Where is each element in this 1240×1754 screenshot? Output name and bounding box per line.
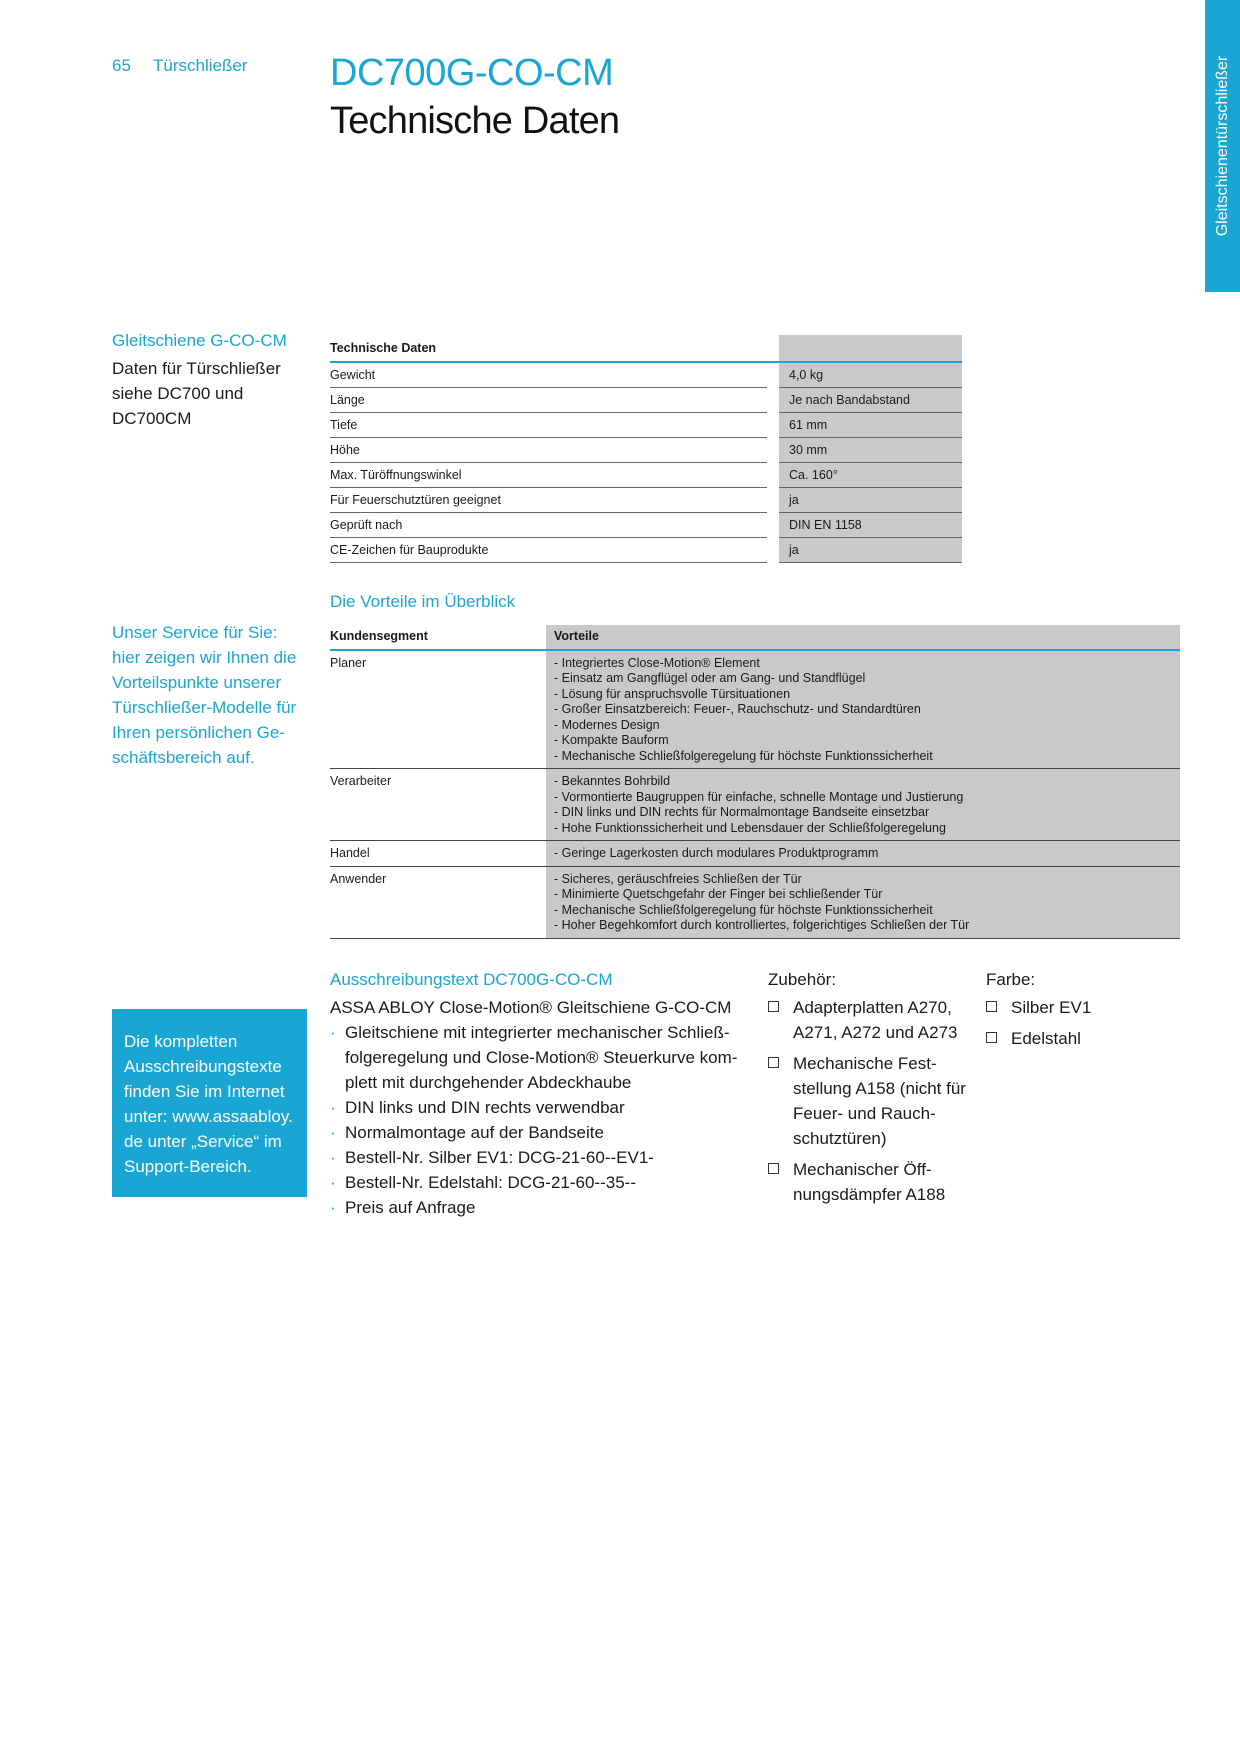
row-value: ja bbox=[779, 538, 962, 563]
col-advantages: Vorteile bbox=[546, 625, 1180, 650]
advantage-point: - Einsatz am Gangflügel oder am Gang- und Standflügel bbox=[554, 671, 866, 685]
advantage-point: - DIN links und DIN rechts für Normalmontage Bandseite einsetzbar bbox=[554, 805, 930, 819]
tech-table-header bbox=[330, 335, 962, 362]
advantage-point: - Kompakte Bauform bbox=[554, 733, 669, 747]
bullet-icon: · bbox=[330, 1148, 336, 1167]
row-value: 61 mm bbox=[779, 413, 962, 438]
table-row bbox=[330, 650, 1180, 769]
rail-text: Daten für Türschließer siehe DC700 und DC700CM bbox=[112, 359, 281, 428]
row-value: ja bbox=[779, 488, 962, 513]
rail-heading: Gleitschiene G-CO-CM bbox=[112, 331, 287, 350]
advantage-point: - Sicheres, geräuschfreies Schließen der Tür bbox=[554, 871, 802, 886]
bullet-icon: · bbox=[330, 1173, 336, 1192]
accessory-option[interactable] bbox=[768, 995, 968, 1045]
advantage-point: - Mechanische Schließfolgeregelung für höchste Funktionssicherheit bbox=[554, 902, 933, 917]
tender-text-list bbox=[330, 1020, 750, 1220]
advantage-points bbox=[546, 866, 1180, 938]
table-row bbox=[330, 438, 962, 463]
row-label: Geprüft nach bbox=[330, 513, 767, 538]
tech-table bbox=[330, 335, 962, 563]
segment-label: Handel bbox=[330, 841, 546, 867]
row-label: Tiefe bbox=[330, 413, 767, 438]
advantage-point: - Integriertes Close-Motion® Element bbox=[554, 655, 760, 670]
list-item-text: Bestell-Nr. Silber EV1: DCG-21-60--EV1- bbox=[345, 1148, 654, 1167]
advantage-points bbox=[546, 841, 1180, 867]
advantage-point: - Modernes Design bbox=[554, 717, 660, 732]
accessory-label: Adapterplatten A270, A271, A272 und A273 bbox=[793, 998, 958, 1042]
table-row bbox=[330, 362, 962, 388]
advantage-point: - Lösung für anspruchsvolle Türsituationen bbox=[554, 686, 791, 701]
row-value: 4,0 kg bbox=[779, 362, 962, 388]
tech-table-header-value bbox=[779, 335, 962, 362]
list-item-text: DIN links und DIN rechts verwendbar bbox=[345, 1098, 625, 1117]
list-item bbox=[330, 1120, 750, 1145]
advantage-point: - Bekanntes Bohrbild bbox=[554, 774, 671, 788]
table-row bbox=[330, 866, 1180, 938]
row-value: Je nach Bandabstand bbox=[779, 388, 962, 413]
list-item-text: Gleitschiene mit integrierter mechanischer Schließ-folgeregelung und Close-Motion® Steuerkurve kom-plett mit durchgehender Abdeckhaube bbox=[345, 1023, 738, 1092]
bullet-icon: · bbox=[330, 1123, 336, 1142]
segment-label: Planer bbox=[330, 650, 546, 769]
color-option[interactable] bbox=[986, 995, 1166, 1020]
col-segment: Kundensegment bbox=[330, 625, 546, 650]
advantages-table-header bbox=[330, 625, 1180, 650]
checkbox-icon[interactable] bbox=[986, 1032, 997, 1043]
page-title: Technische Daten bbox=[330, 100, 620, 142]
color-label: Edelstahl bbox=[1011, 1029, 1081, 1048]
tender-text-heading: Ausschreibungstext DC700G-CO-CM bbox=[330, 970, 613, 989]
info-box: Die kompletten Ausschreibungstexte finden Sie im Internet unter: www.assaabloy. de unter „Service“ im Support-Bereich. bbox=[112, 1009, 307, 1197]
service-text: Unser Service für Sie: hier zeigen wir Ihnen die Vorteilspunkte unserer Türschließer-Modelle für Ihren persönlichen Ge-schäftsbereich auf. bbox=[112, 623, 297, 767]
advantages-heading: Die Vorteile im Überblick bbox=[330, 592, 516, 611]
row-label: CE-Zeichen für Bauprodukte bbox=[330, 538, 767, 563]
bullet-icon: · bbox=[330, 1023, 336, 1042]
row-label: Für Feuerschutztüren geeignet bbox=[330, 488, 767, 513]
bullet-icon: · bbox=[330, 1098, 336, 1117]
advantage-points bbox=[546, 769, 1180, 841]
row-value: DIN EN 1158 bbox=[779, 513, 962, 538]
advantage-point: - Minimierte Quetschgefahr der Finger bei schließender Tür bbox=[554, 887, 883, 901]
list-item bbox=[330, 1170, 750, 1195]
list-item bbox=[330, 1095, 750, 1120]
row-value: Ca. 160° bbox=[779, 463, 962, 488]
color-heading: Farbe: bbox=[986, 970, 1036, 989]
advantage-point: - Hoher Begehkomfort durch kontrolliertes, folgerichtiges Schließen der Tür bbox=[554, 918, 970, 932]
tech-table-header-label: Technische Daten bbox=[330, 335, 767, 362]
row-value: 30 mm bbox=[779, 438, 962, 463]
accessory-option[interactable] bbox=[768, 1157, 968, 1207]
row-label: Länge bbox=[330, 388, 767, 413]
side-tab-label: Gleitschienentürschließer bbox=[1213, 55, 1231, 237]
table-row bbox=[330, 488, 962, 513]
accessory-label: Mechanischer Öff-nungsdämpfer A188 bbox=[793, 1160, 946, 1204]
list-item bbox=[330, 1020, 750, 1095]
advantage-points bbox=[546, 650, 1180, 769]
advantage-point: - Hohe Funktionssicherheit und Lebensdauer der Schließfolgeregelung bbox=[554, 820, 946, 835]
table-row bbox=[330, 388, 962, 413]
table-row bbox=[330, 538, 962, 563]
segment-label: Anwender bbox=[330, 866, 546, 938]
checkbox-icon[interactable] bbox=[986, 1001, 997, 1012]
list-item bbox=[330, 1195, 750, 1220]
accessory-label: Mechanische Fest-stellung A158 (nicht für Feuer- und Rauch-schutztüren) bbox=[793, 1054, 966, 1148]
color-list bbox=[986, 995, 1166, 1057]
row-label: Gewicht bbox=[330, 362, 767, 388]
section-name: Türschließer bbox=[153, 56, 248, 75]
table-row bbox=[330, 513, 962, 538]
product-title: DC700G-CO-CM bbox=[330, 52, 614, 94]
accessory-option[interactable] bbox=[768, 1051, 968, 1151]
tender-text-subtitle: ASSA ABLOY Close-Motion® Gleitschiene G-CO-CM bbox=[330, 998, 732, 1017]
checkbox-icon[interactable] bbox=[768, 1163, 779, 1174]
color-label: Silber EV1 bbox=[1011, 998, 1092, 1017]
accessories-list bbox=[768, 995, 968, 1213]
row-label: Höhe bbox=[330, 438, 767, 463]
list-item bbox=[330, 1145, 750, 1170]
checkbox-icon[interactable] bbox=[768, 1057, 779, 1068]
list-item-text: Bestell-Nr. Edelstahl: DCG-21-60--35-- bbox=[345, 1173, 636, 1192]
page-number: 65 bbox=[112, 56, 131, 75]
advantages-table bbox=[330, 625, 1180, 939]
advantage-point: - Vormontierte Baugruppen für einfache, schnelle Montage und Justierung bbox=[554, 789, 964, 804]
list-item-text: Preis auf Anfrage bbox=[345, 1198, 476, 1217]
row-label: Max. Türöffnungswinkel bbox=[330, 463, 767, 488]
table-row bbox=[330, 413, 962, 438]
table-row bbox=[330, 769, 1180, 841]
advantage-point: - Geringe Lagerkosten durch modulares Produktprogramm bbox=[554, 846, 879, 860]
accessories-heading: Zubehör: bbox=[768, 970, 837, 989]
advantage-point: - Großer Einsatzbereich: Feuer-, Rauchschutz- und Standardtüren bbox=[554, 702, 921, 716]
segment-label: Verarbeiter bbox=[330, 769, 546, 841]
side-tab bbox=[1205, 0, 1240, 292]
advantage-point: - Mechanische Schließfolgeregelung für höchste Funktionssicherheit bbox=[554, 748, 933, 763]
list-item-text: Normalmontage auf der Bandseite bbox=[345, 1123, 604, 1142]
bullet-icon: · bbox=[330, 1198, 336, 1217]
table-row bbox=[330, 463, 962, 488]
checkbox-icon[interactable] bbox=[768, 1001, 779, 1012]
table-row bbox=[330, 841, 1180, 867]
color-option[interactable] bbox=[986, 1026, 1166, 1051]
